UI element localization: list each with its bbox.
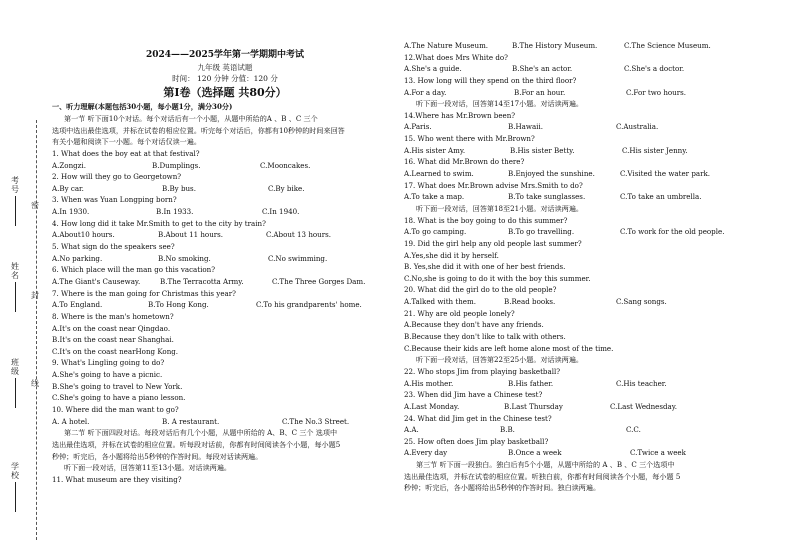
option-c: C.Sang songs. <box>616 297 667 307</box>
seal-mark-1: 密 <box>31 201 39 210</box>
options-22 <box>404 378 750 390</box>
option-b: B. A restaurant. <box>162 416 220 426</box>
exam-title: 2024——2025学年第一学期期中考试 <box>145 50 305 60</box>
option-b: B.To Hong Kong. <box>148 300 209 310</box>
option-b: B.The Terracotta Army. <box>160 276 244 286</box>
option-a: A.In 1930. <box>52 207 90 217</box>
options-3 <box>52 206 398 218</box>
volume-heading: 第Ⅰ卷（选择题 共80分） <box>163 86 287 99</box>
question-21: 21. Why are old people lonely? <box>404 308 515 318</box>
option-c: C.To take an umbrella. <box>620 192 702 202</box>
part1-line: 选项中选出最佳选项，并标在试卷的相应位置。听完每个对话后，你都有10秒钟的时间来回答 <box>52 125 345 135</box>
class-label <box>8 358 22 408</box>
binding-margin <box>0 0 48 560</box>
question-1: 1. What does the boy eat at that festival? <box>52 148 200 158</box>
option-a: A.For a day. <box>404 87 447 97</box>
option-c: C.By bike. <box>268 183 305 193</box>
option-c: C.To his grandparents' home. <box>256 300 362 310</box>
exam-subtitle: 九年级 英语试题 <box>197 63 253 72</box>
option-c: C.Twice a week <box>630 448 686 458</box>
school-label <box>8 462 22 512</box>
option-c: C.The No.3 Street. <box>282 416 350 426</box>
question-13: 13. How long will they spend on the third floor? <box>404 75 577 85</box>
exam-number-label <box>8 176 22 226</box>
option-a: A.To go camping. <box>404 227 467 237</box>
option-a: A.She's going to have a picnic. <box>52 370 163 380</box>
option-b: B.To go travelling. <box>508 227 575 237</box>
option-c: C.She's going to have a piano lesson. <box>52 393 186 403</box>
option-a: A.Learned to swim. <box>404 169 474 179</box>
exam-time-info: 时间： 120 分钟 分值：120 分 <box>172 74 278 83</box>
question-18: 18. What is the boy going to do this summer? <box>404 215 568 225</box>
seal-dashed-line <box>36 120 37 540</box>
question-15: 15. Who went there with Mr.Brown? <box>404 134 535 144</box>
option-b: B.She's going to travel to New York. <box>52 381 183 391</box>
option-b: B.To take sunglasses. <box>508 192 586 202</box>
part2-line: 秒钟；听完后，各小题将给出5秒钟的作答时间。每段对话读两遍。 <box>52 451 263 461</box>
part3-line: 选出最佳选项，并标在试卷的相应位置。听独白前，你都有时间阅读各个小题，每小题 5 <box>404 471 681 481</box>
options-16 <box>404 168 750 180</box>
question-9: 9. What's Lingling going to do? <box>52 358 165 368</box>
option-c: C.No,she is going to do it with the boy this summer. <box>404 273 591 283</box>
option-b: B. Yes,she did it with one of her best friends. <box>404 262 566 272</box>
option-b: B.By bus. <box>162 183 196 193</box>
question-2: 2. How will they go to Georgetown? <box>52 172 182 182</box>
option-b: B.In 1933. <box>156 207 194 217</box>
option-a: A.Yes,she did it by herself. <box>404 250 499 260</box>
dialog-intro: 听下面一段对话，回答第18至21小题。对话读两遍。 <box>416 203 584 213</box>
seal-mark-3: 线 <box>31 379 39 388</box>
question-6: 6. Which place will the man go this vacation? <box>52 265 216 275</box>
options-5 <box>52 253 398 265</box>
question-24: 24. What did Jim get in the Chinese test? <box>404 413 552 423</box>
option-b: B.Once a week <box>508 448 562 458</box>
options-18 <box>404 226 750 238</box>
part3-line: 秒钟；听完后，各小题将给出5秒钟的作答时间。独白读两遍。 <box>404 483 601 493</box>
option-c: C.The Three Gorges Dam. <box>272 276 366 286</box>
options-11 <box>404 40 750 52</box>
option-b: B.For an hour. <box>514 87 566 97</box>
options-4 <box>52 229 398 241</box>
option-a: A.No parking. <box>52 253 103 263</box>
part3-line: 第三节 听下面一段独白。独白后有5个小题，从题中所给的 A 、B 、C 三个选项中 <box>416 460 675 470</box>
question-4: 4. How long did it take Mr.Smith to get to the city by train? <box>52 218 266 228</box>
option-a: A.Paris. <box>404 122 432 132</box>
part2-line: 选出最佳选项，并标在试卷的相应位置。听每段对话前，你都有时间阅读各个小题，每小题5 <box>52 439 341 449</box>
option-c: C.In 1940. <box>262 207 300 217</box>
part2-line: 第二节 听下面四段对话。每段对话后有几个小题，从题中所给的 A、B、C 三个 选项中 <box>64 428 338 438</box>
school-text: 学 校 <box>11 462 19 480</box>
option-a: A.It's on the coast near Qingdao. <box>52 323 171 333</box>
question-19: 19. Did the girl help any old people last summer? <box>404 238 582 248</box>
question-23: 23. When did Jim have a Chinese test? <box>404 390 543 400</box>
option-a: A.Every day <box>404 448 448 458</box>
question-3: 3. When was Yuan Longping born? <box>52 195 177 205</box>
options-25 <box>404 447 750 459</box>
option-a: A.By car. <box>52 183 84 193</box>
option-b: B.Last Thursday <box>504 401 563 411</box>
option-a: A.A. <box>404 425 419 435</box>
option-a: A. A hotel. <box>52 416 90 426</box>
option-a: A.Because they don't have any friends. <box>404 320 544 330</box>
option-a: A.The Nature Museum. <box>404 41 489 50</box>
option-c: C.Because their kids are left home alone most of the time. <box>404 343 614 353</box>
question-5: 5. What sign do the speakers see? <box>52 242 175 252</box>
option-b: B.About 11 hours. <box>158 230 224 240</box>
options-23 <box>404 401 750 413</box>
option-c: C.To work for the old people. <box>620 227 725 237</box>
option-a: A.About10 hours. <box>52 230 115 240</box>
question-12: 12.What does Mrs White do? <box>404 52 508 62</box>
option-b: B.Dumplings. <box>152 160 201 170</box>
part1-line: 第一节 听下面10个对话。每个对话后有一个小题，从题中所给的A 、B 、C 三个 <box>64 114 318 123</box>
dialog-intro: 听下面一段对话，回答第14至17小题。对话读两遍。 <box>416 99 584 109</box>
options-2 <box>52 183 398 195</box>
options-17 <box>404 191 750 203</box>
section-heading: 一、听力理解(本题包括30小题，每小题1分，满分30分) <box>52 102 233 111</box>
options-12 <box>404 63 750 75</box>
left-column <box>52 44 398 486</box>
options-7 <box>52 299 398 311</box>
option-b: B.Because they don't like to talk with others. <box>404 332 566 342</box>
option-c: C.Visited the water park. <box>620 169 711 179</box>
option-c: C.It's on the coast nearHong Kong. <box>52 346 179 356</box>
option-a: A.To take a map. <box>404 192 465 202</box>
question-17: 17. What does Mr.Brown advise Mrs.Smith to do? <box>404 180 583 190</box>
question-10: 10. Where did the man want to go? <box>52 405 179 415</box>
option-a: A.His mother. <box>404 378 454 388</box>
option-c: C.Australia. <box>616 122 659 132</box>
option-b: B.No smoking. <box>158 253 211 263</box>
option-b: B.Hawaii. <box>508 122 543 132</box>
right-column <box>404 40 750 494</box>
question-7: 7. Where is the man going for Christmas this year? <box>52 288 236 298</box>
option-a: A.Talked with them. <box>404 297 476 307</box>
option-a: A.Last Monday. <box>404 401 460 411</box>
option-a: A.Zongzi. <box>52 160 86 170</box>
question-8: 8. Where is the man's hometown? <box>52 311 174 321</box>
seal-mark-2: 封 <box>31 291 39 300</box>
options-24 <box>404 424 750 436</box>
option-b: B.Enjoyed the sunshine. <box>508 169 595 179</box>
dialog-intro: 听下面一段对话，回答第22至25小题。对话读两遍。 <box>416 355 584 365</box>
options-10 <box>52 416 398 428</box>
option-b: B.B. <box>500 425 515 435</box>
exam-number-text: 考 号 <box>11 176 19 194</box>
option-a: A.She's a guide. <box>404 64 462 74</box>
question-16: 16. What did Mr.Brown do there? <box>404 157 525 167</box>
dialog-intro: 听下面一段对话，回答第11至13小题。对话读两遍。 <box>64 463 232 473</box>
question-11: 11. What museum are they visiting? <box>52 474 182 484</box>
option-c: C.C. <box>626 425 641 435</box>
options-15 <box>404 145 750 157</box>
option-b: B.The History Museum. <box>512 41 598 50</box>
option-b: B.Read books. <box>504 297 556 307</box>
question-20: 20. What did the girl do to the old people? <box>404 285 557 295</box>
option-c: C.She's a doctor. <box>624 64 685 74</box>
option-c: C.For two hours. <box>626 87 687 97</box>
question-14: 14.Where has Mr.Brown been? <box>404 110 516 120</box>
option-a: A.The Giant's Causeway. <box>52 276 141 286</box>
options-6 <box>52 276 398 288</box>
option-b: B.His sister Betty. <box>510 145 575 155</box>
options-20 <box>404 296 750 308</box>
option-b: B.His father. <box>508 378 554 388</box>
option-c: C.Last Wednesday. <box>610 401 678 411</box>
name-label <box>8 262 22 312</box>
part1-line: 有关小题和阅读下一小题。每个对话仅读一遍。 <box>52 137 201 147</box>
option-c: C.No swimming. <box>268 253 328 263</box>
class-text: 班 级 <box>11 358 19 376</box>
option-a: A.To England. <box>52 300 103 310</box>
question-25: 25. How often does Jim play basketball? <box>404 436 549 446</box>
options-1 <box>52 160 398 172</box>
options-13 <box>404 87 750 99</box>
option-c: C.His teacher. <box>616 378 667 388</box>
question-22: 22. Who stops Jim from playing basketball? <box>404 366 561 376</box>
option-b: B.She's an actor. <box>512 64 573 74</box>
option-c: C.Mooncakes. <box>260 160 311 170</box>
option-c: C.The Science Museum. <box>624 41 711 50</box>
option-a: A.His sister Amy. <box>404 145 466 155</box>
option-b: B.It's on the coast near Shanghai. <box>52 335 174 345</box>
option-c: C.About 13 hours. <box>266 230 332 240</box>
name-text: 姓 名 <box>11 262 19 280</box>
options-14 <box>404 121 750 133</box>
option-c: C.His sister Jenny. <box>622 145 688 155</box>
